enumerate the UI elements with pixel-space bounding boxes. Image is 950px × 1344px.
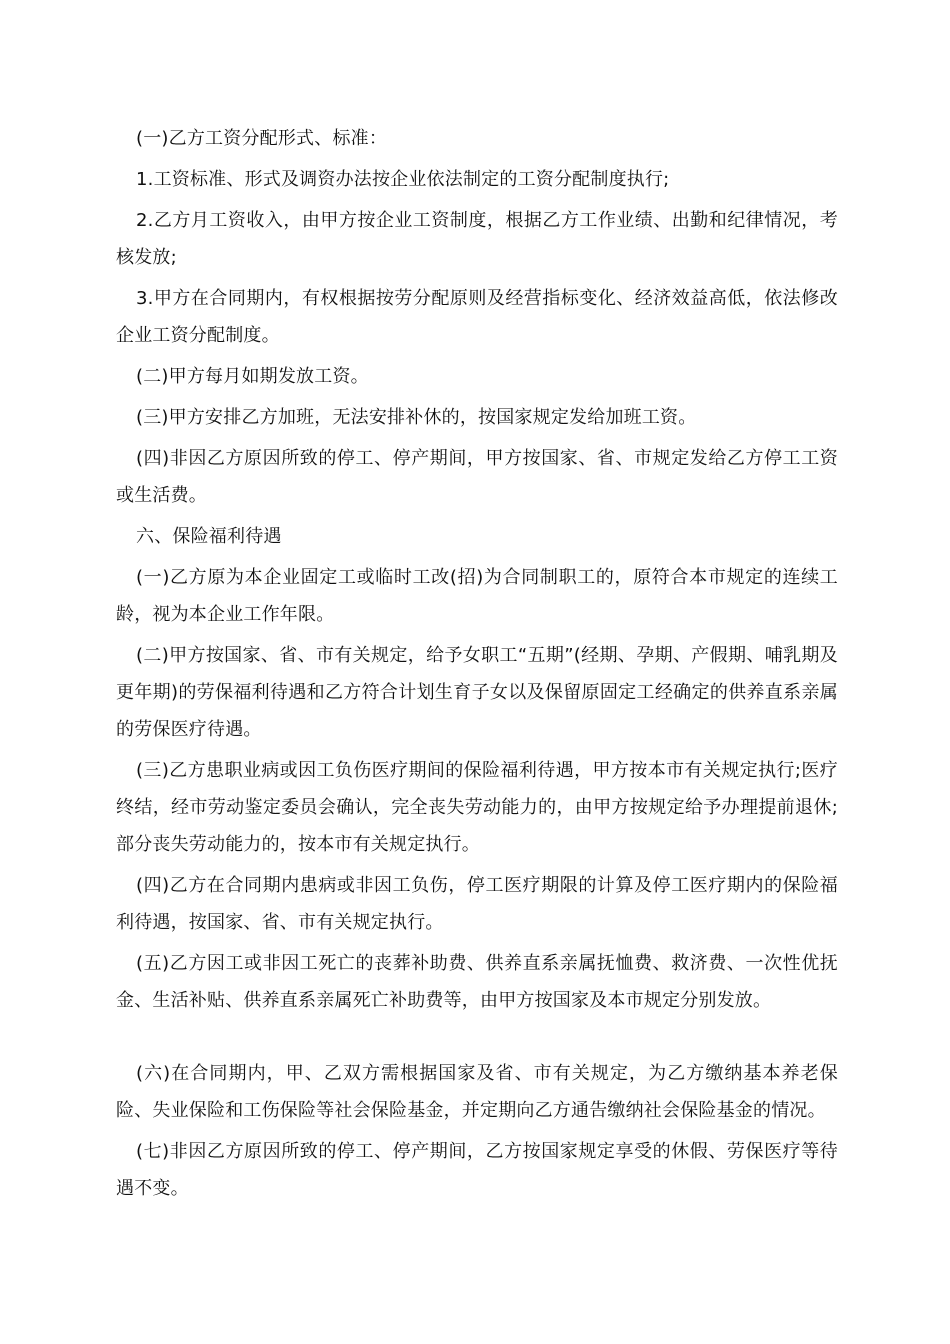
paragraph-occupational-injury: (三)乙方患职业病或因工负伤医疗期间的保险福利待遇，甲方按本市有关规定执行;医疗终结，经市劳动鉴定委员会确认，完全丧失劳动能力的，由甲方按规定给予办理提前退休;部分丧失劳动能力的，按本市有关规定执行。 — [116, 760, 838, 855]
paragraph-wage-item-1: 1.工资标准、形式及调资办法按企业依法制定的工资分配制度执行; — [136, 169, 670, 190]
paragraph-seniority: (一)乙方原为本企业固定工或临时工改(招)为合同制职工的，原符合本市规定的连续工龄，视为本企业工作年限。 — [116, 567, 838, 625]
paragraph-wage-distribution-heading: (一)乙方工资分配形式、标准： — [136, 128, 388, 149]
paragraph-monthly-pay: (二)甲方每月如期发放工资。 — [136, 366, 369, 387]
paragraph-illness-leave: (四)乙方在合同期内患病或非因工负伤，停工医疗期限的计算及停工医疗期内的保险福利待遇，按国家、省、市有关规定执行。 — [116, 875, 838, 933]
section-heading-insurance-welfare: 六、保险福利待遇 — [136, 526, 282, 547]
paragraph-overtime-pay: (三)甲方安排乙方加班，无法安排补休的，按国家规定发给加班工资。 — [136, 407, 697, 428]
paragraph-suspension-pay: (四)非因乙方原因所致的停工、停产期间，甲方按国家、省、市规定发给乙方停工工资或生活费。 — [116, 448, 838, 506]
paragraph-wage-item-3: 3.甲方在合同期内，有权根据按劳分配原则及经营指标变化、经济效益高低，依法修改企业工资分配制度。 — [116, 288, 838, 346]
document-body — [116, 120, 838, 1211]
paragraph-wage-item-2: 2.乙方月工资收入，由甲方按企业工资制度，根据乙方工作业绩、出勤和纪律情况，考核发放; — [116, 210, 838, 268]
paragraph-suspension-benefits: (七)非因乙方原因所致的停工、停产期间，乙方按国家规定享受的休假、劳保医疗等待遇不变。 — [116, 1141, 838, 1199]
paragraph-death-benefits: (五)乙方因工或非因工死亡的丧葬补助费、供养直系亲属抚恤费、救济费、一次性优抚金、生活补贴、供养直系亲属死亡补助费等，由甲方按国家及本市规定分别发放。 — [116, 953, 838, 1011]
paragraph-female-benefits: (二)甲方按国家、省、市有关规定，给予女职工“五期”(经期、孕期、产假期、哺乳期及更年期)的劳保福利待遇和乙方符合计划生育子女以及保留原固定工经确定的供养直系亲属的劳保医疗待遇。 — [116, 645, 838, 740]
paragraph-social-insurance: (六)在合同期内，甲、乙双方需根据国家及省、市有关规定，为乙方缴纳基本养老保险、失业保险和工伤保险等社会保险基金，并定期向乙方通告缴纳社会保险基金的情况。 — [116, 1063, 838, 1121]
